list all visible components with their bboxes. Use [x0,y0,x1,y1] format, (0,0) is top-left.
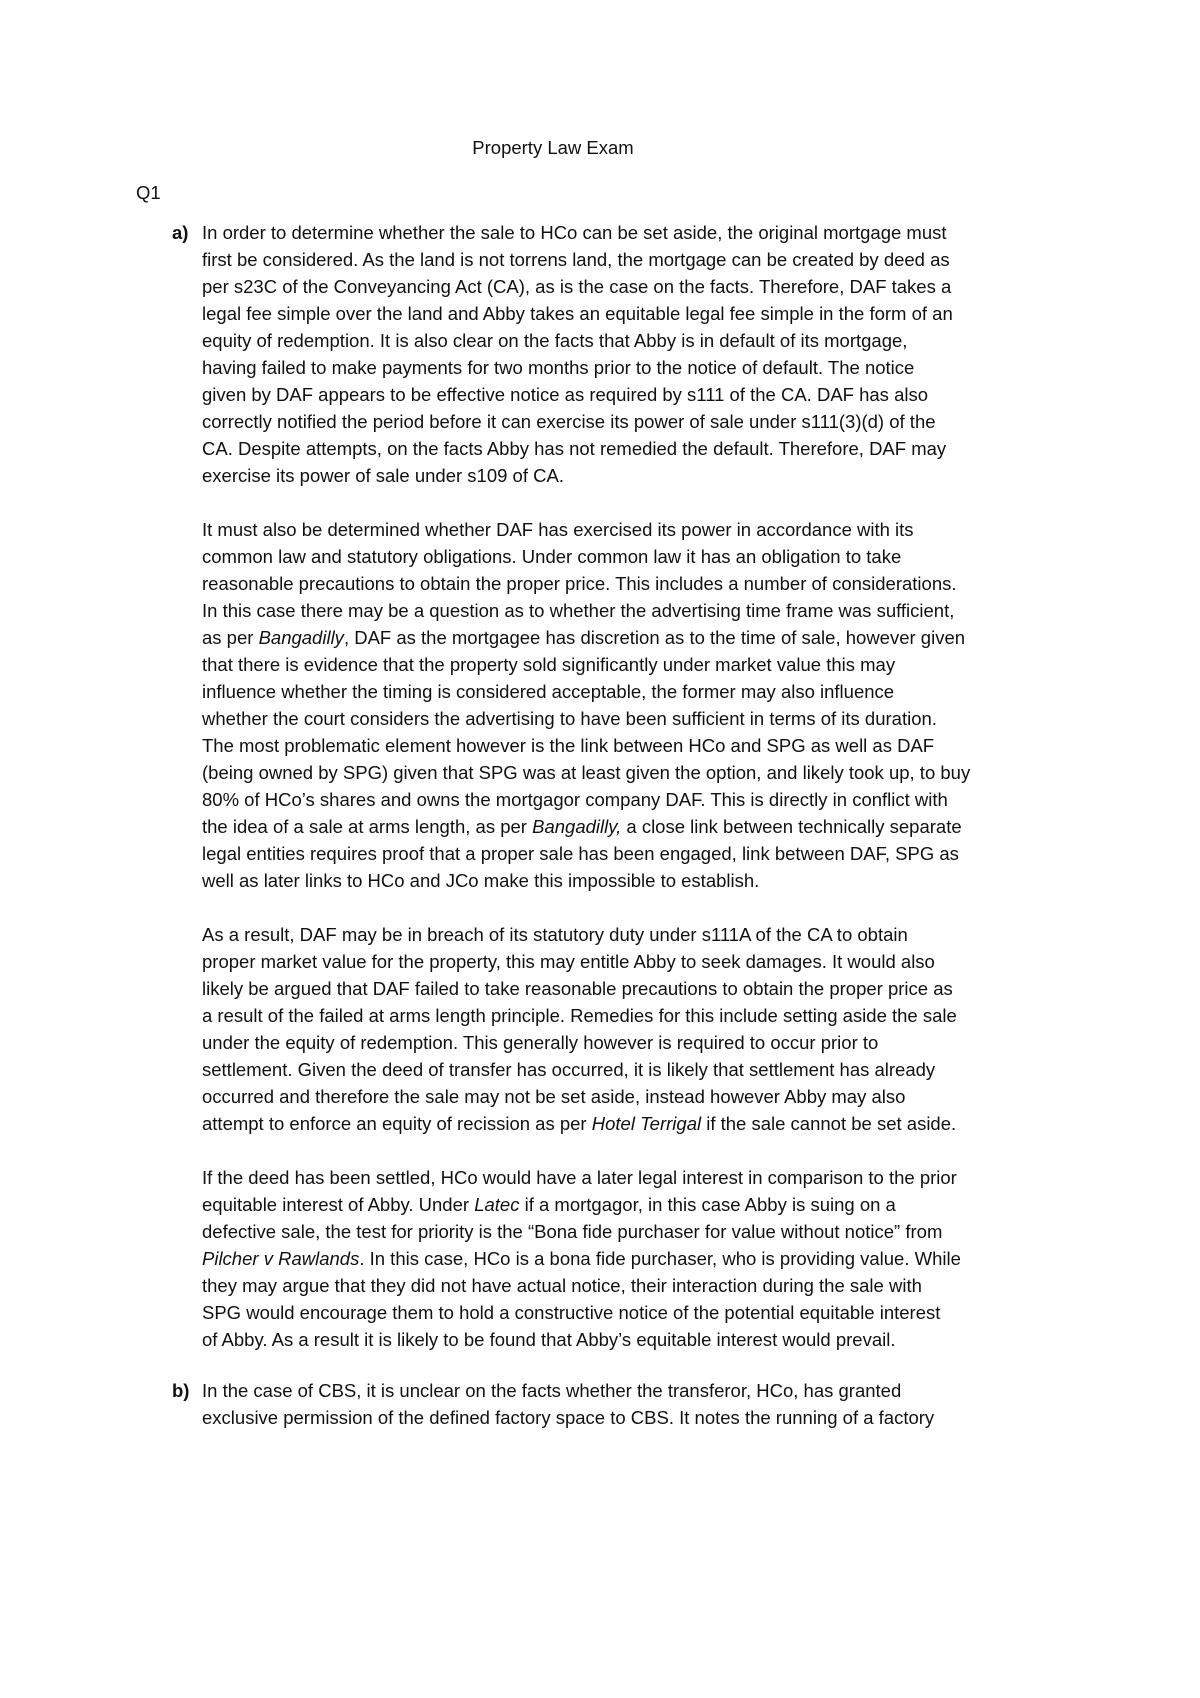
text-line: having failed to make payments for two months prior to the notice of default. The notice [202,357,915,378]
text-line [202,624,970,651]
text-line: given by DAF appears to be effective notice as required by s111 of the CA. DAF has also [202,384,929,405]
text-line: CA. Despite attempts, on the facts Abby has not remedied the default. Therefore, DAF may [202,438,947,459]
document-title: Property Law Exam [472,137,634,158]
question-label: Q1 [136,182,161,203]
case-citation: Latec [474,1194,520,1215]
text-segment: . In this case, HCo is a bona fide purchaser, who is providing value. While [359,1248,961,1269]
text-line: whether the court considers the advertising to have been sufficient in terms of its duration. [202,708,937,729]
part-label: b) [172,1380,190,1401]
case-citation: Hotel Terrigal [591,1113,702,1134]
text-line: If the deed has been settled, HCo would have a later legal interest in comparison to the prior [202,1167,957,1188]
text-line: equity of redemption. It is also clear on the facts that Abby is in default of its mortgage, [202,330,908,351]
text-line: exclusive permission of the defined factory space to CBS. It notes the running of a factory [202,1407,935,1428]
text-line: reasonable precautions to obtain the proper price. This includes a number of considerations. [202,573,957,594]
text-line: legal fee simple over the land and Abby takes an equitable legal fee simple in the form of an [202,303,953,324]
text-line: settlement. Given the deed of transfer has occurred, it is likely that settlement has already [202,1059,936,1080]
text-segment: , DAF as the mortgagee has discretion as to the time of sale, however given [343,627,966,648]
text-line: In this case there may be a question as to whether the advertising time frame was sufficient, [202,600,955,621]
text-line: The most problematic element however is the link between HCo and SPG as well as DAF [202,735,935,756]
text-line: that there is evidence that the property sold significantly under market value this may [202,654,896,675]
text-segment: equitable interest of Abby. Under [202,1194,475,1215]
text-line: well as later links to HCo and JCo make this impossible to establish. [202,870,760,891]
text-line: In order to determine whether the sale to HCo can be set aside, the original mortgage must [202,222,947,243]
text-line: a result of the failed at arms length principle. Remedies for this include setting aside the sale [202,1005,957,1026]
text-line: 80% of HCo’s shares and owns the mortgagor company DAF. This is directly in conflict with [202,789,948,810]
text-line: under the equity of redemption. This generally however is required to occur prior to [202,1032,879,1053]
part-body [202,1377,934,1431]
case-citation: Bangadilly, [532,816,622,837]
part-label: a) [172,222,189,243]
text-line [202,1110,970,1137]
text-segment: a close link between technically separate [621,816,962,837]
text-line: they may argue that they did not have actual notice, their interaction during the sale with [202,1275,922,1296]
text-line: exercise its power of sale under s109 of CA. [202,465,564,486]
paragraph [202,921,970,1137]
text-segment: as per [202,627,259,648]
text-segment: the idea of a sale at arms length, as per [202,816,533,837]
text-line [202,813,970,840]
paragraph [202,219,970,489]
text-line: In the case of CBS, it is unclear on the facts whether the transferor, HCo, has granted [202,1380,902,1401]
text-line: (being owned by SPG) given that SPG was at least given the option, and likely took up, to buy [202,762,971,783]
text-segment: if the sale cannot be set aside. [701,1113,957,1134]
paragraph [202,1164,970,1353]
text-segment: if a mortgagor, in this case Abby is suing on a [519,1194,896,1215]
text-line [202,1245,970,1272]
text-line: of Abby. As a result it is likely to be found that Abby’s equitable interest would prevail. [202,1329,896,1350]
text-line: likely be argued that DAF failed to take reasonable precautions to obtain the proper price as [202,978,953,999]
text-line: As a result, DAF may be in breach of its statutory duty under s111A of the CA to obtain [202,924,908,945]
text-line: common law and statutory obligations. Under common law it has an obligation to take [202,546,902,567]
text-line: It must also be determined whether DAF has exercised its power in accordance with its [202,519,914,540]
text-line: correctly notified the period before it can exercise its power of sale under s111(3)(d) of the [202,411,936,432]
paragraph [202,516,970,894]
text-line: influence whether the timing is considered acceptable, the former may also influence [202,681,895,702]
case-citation: Bangadilly [258,627,344,648]
text-line: legal entities requires proof that a proper sale has been engaged, link between DAF, SPG as [202,843,959,864]
text-segment: attempt to enforce an equity of recission as per [202,1113,592,1134]
text-line: SPG would encourage them to hold a constructive notice of the potential equitable interest [202,1302,941,1323]
text-line: per s23C of the Conveyancing Act (CA), as is the case on the facts. Therefore, DAF takes a [202,276,952,297]
question-part-a [172,219,970,1380]
case-citation: Pilcher v Rawlands [202,1248,360,1269]
text-line: first be considered. As the land is not torrens land, the mortgage can be created by deed as [202,249,950,270]
part-body [202,219,970,1353]
question-part-b [172,1377,934,1458]
text-line: defective sale, the test for priority is the “Bona fide purchaser for value without notice” from [202,1221,943,1242]
text-line: proper market value for the property, this may entitle Abby to seek damages. It would also [202,951,935,972]
text-line: occurred and therefore the sale may not be set aside, instead however Abby may also [202,1086,906,1107]
paragraph [202,1377,934,1431]
text-line [202,1191,970,1218]
